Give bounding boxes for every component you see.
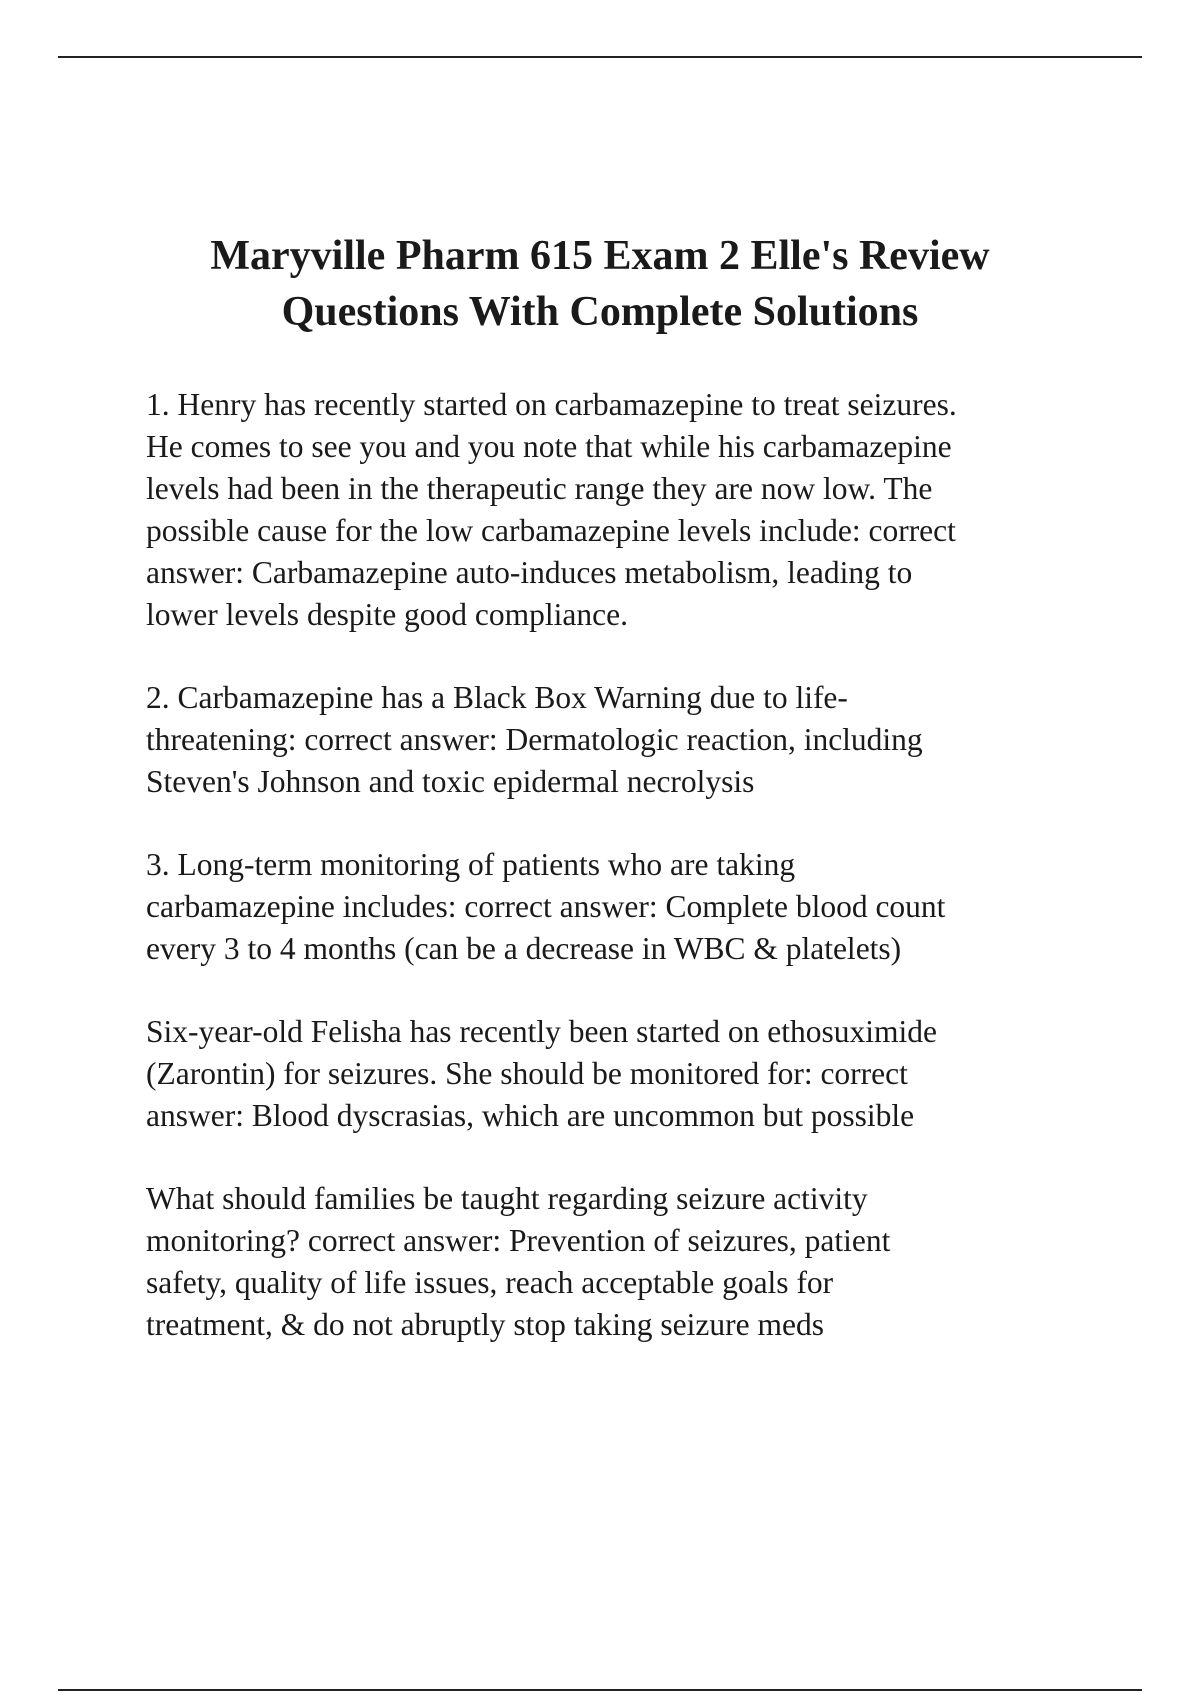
question-list <box>146 384 1106 1387</box>
question-5-line-2: monitoring? correct answer: Prevention of seizures, patient <box>146 1223 891 1258</box>
question-1-line-5: answer: Carbamazepine auto-induces metabolism, leading to <box>146 555 913 590</box>
question-4-line-3: answer: Blood dyscrasias, which are uncommon but possible <box>146 1098 915 1133</box>
question-3-line-2: carbamazepine includes: correct answer: Complete blood count <box>146 889 946 924</box>
question-5 <box>146 1178 1106 1346</box>
top-rule <box>58 56 1142 58</box>
question-1-line-2: He comes to see you and you note that while his carbamazepine <box>146 429 952 464</box>
title-line-1: Maryville Pharm 615 Exam 2 Elle's Review <box>210 233 990 279</box>
question-2-line-2: threatening: correct answer: Dermatologic reaction, including <box>146 722 923 757</box>
question-1-line-6: lower levels despite good compliance. <box>146 597 628 632</box>
bottom-rule <box>58 1689 1142 1691</box>
question-5-line-1: What should families be taught regarding seizure activity <box>146 1181 868 1216</box>
question-2 <box>146 677 1106 803</box>
question-5-line-4: treatment, & do not abruptly stop taking seizure meds <box>146 1307 824 1342</box>
question-3 <box>146 844 1106 970</box>
question-4-line-2: (Zarontin) for seizures. She should be monitored for: correct <box>146 1056 908 1091</box>
question-1-line-3: levels had been in the therapeutic range they are now low. The <box>146 471 933 506</box>
question-4 <box>146 1011 1106 1137</box>
question-2-line-1: 2. Carbamazepine has a Black Box Warning due to life- <box>146 680 848 715</box>
question-2-line-3: Steven's Johnson and toxic epidermal necrolysis <box>146 764 755 799</box>
question-1 <box>146 384 1106 636</box>
title-line-2: Questions With Complete Solutions <box>281 289 919 335</box>
question-1-line-1: 1. Henry has recently started on carbamazepine to treat seizures. <box>146 387 957 422</box>
question-3-line-3: every 3 to 4 months (can be a decrease in WBC & platelets) <box>146 931 902 966</box>
question-4-line-1: Six-year-old Felisha has recently been started on ethosuximide <box>146 1014 938 1049</box>
question-5-line-3: safety, quality of life issues, reach acceptable goals for <box>146 1265 834 1300</box>
document-title <box>120 228 1080 340</box>
question-3-line-1: 3. Long-term monitoring of patients who are taking <box>146 847 796 882</box>
question-1-line-4: possible cause for the low carbamazepine levels include: correct <box>146 513 956 548</box>
